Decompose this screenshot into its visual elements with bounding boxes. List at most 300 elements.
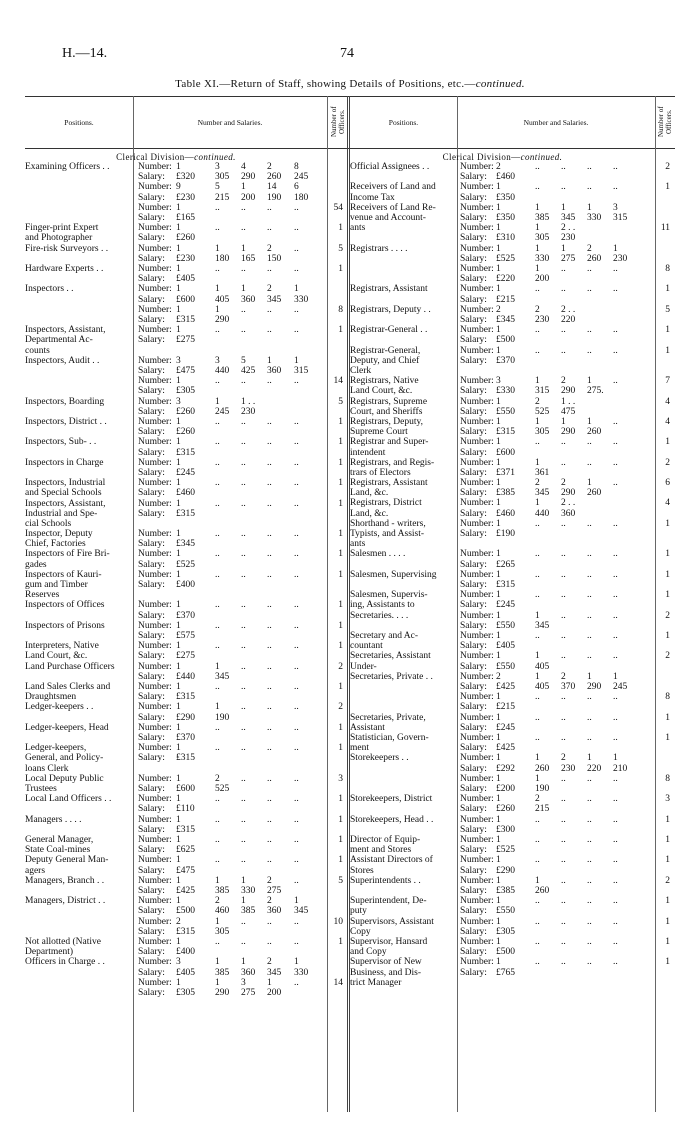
officer-count: 1 bbox=[665, 182, 670, 193]
salary-row bbox=[138, 692, 326, 702]
number-label: Number: bbox=[460, 794, 494, 805]
officer-count: 6 bbox=[665, 478, 670, 489]
position-line: ants bbox=[350, 223, 366, 234]
number-label: Number: bbox=[138, 529, 172, 540]
number-row bbox=[460, 957, 652, 967]
number-value: 2 bbox=[535, 478, 540, 489]
number-label: Number: bbox=[460, 773, 494, 784]
salary-value: £370 bbox=[176, 733, 195, 743]
number-value: .. bbox=[613, 478, 618, 489]
number-value: .. bbox=[613, 814, 618, 825]
salary-value: £200 bbox=[496, 783, 515, 794]
salary-row bbox=[138, 968, 326, 978]
salary-row bbox=[460, 274, 652, 284]
number-value: 2 bbox=[561, 671, 566, 682]
position-name bbox=[25, 835, 131, 855]
salary-label: Salary: bbox=[460, 335, 487, 346]
number-label: Number: bbox=[138, 182, 172, 193]
position-line: Land Purchase Officers bbox=[25, 661, 115, 672]
position-name bbox=[350, 182, 455, 202]
position-line: and Photographer bbox=[25, 233, 93, 244]
table-row bbox=[350, 570, 675, 590]
number-value: .. bbox=[267, 600, 272, 611]
officer-count: 1 bbox=[338, 834, 343, 845]
number-label: Number: bbox=[138, 416, 172, 427]
number-label: Number: bbox=[460, 590, 494, 601]
number-salary-block bbox=[138, 284, 326, 325]
number-value: 1 bbox=[496, 916, 501, 927]
number-value: 1 bbox=[267, 355, 272, 366]
number-salary-block bbox=[138, 957, 326, 998]
table-row bbox=[350, 713, 675, 733]
number-value: 1 bbox=[535, 416, 540, 427]
number-row bbox=[138, 182, 326, 192]
officer-count: 1 bbox=[338, 457, 343, 468]
officer-count: 1 bbox=[338, 223, 343, 234]
salary-label: Salary: bbox=[460, 233, 487, 244]
number-label: Number: bbox=[460, 325, 494, 336]
position-line: counts bbox=[25, 345, 50, 356]
salary-label: Salary: bbox=[460, 314, 487, 325]
number-label: Number: bbox=[460, 753, 494, 764]
officer-count: 1 bbox=[665, 814, 670, 825]
position-line: General Manager, bbox=[25, 834, 94, 845]
number-value: 1 bbox=[496, 957, 501, 968]
number-value: .. bbox=[613, 590, 618, 601]
number-value: .. bbox=[613, 631, 618, 642]
position-name bbox=[25, 417, 131, 427]
number-salary-block bbox=[138, 529, 326, 549]
number-value: 1 bbox=[215, 243, 220, 254]
number-value: .. bbox=[294, 641, 299, 652]
number-value: .. bbox=[587, 569, 592, 580]
number-value: .. bbox=[613, 916, 618, 927]
number-value: .. bbox=[561, 773, 566, 784]
number-value: 2 bbox=[535, 396, 540, 407]
number-value: .. bbox=[294, 416, 299, 427]
officer-count: 1 bbox=[665, 569, 670, 580]
salary-value: 315 bbox=[294, 365, 309, 376]
table-row bbox=[350, 437, 675, 457]
number-value: 1 bbox=[587, 478, 592, 489]
number-value: 2 . . bbox=[561, 498, 576, 509]
position-name bbox=[25, 600, 131, 610]
number-label: Number: bbox=[138, 263, 172, 274]
number-value: .. bbox=[561, 794, 566, 805]
position-line: Stores bbox=[350, 865, 374, 876]
salary-value: £600 bbox=[176, 783, 195, 794]
number-value: .. bbox=[613, 957, 618, 968]
salary-label: Salary: bbox=[460, 885, 487, 896]
officer-count: 1 bbox=[665, 916, 670, 927]
position-name bbox=[25, 499, 131, 530]
position-line: Registrars, Deputy . . bbox=[350, 304, 431, 315]
number-value: .. bbox=[294, 325, 299, 336]
position-line: Deputy General Man- bbox=[25, 855, 109, 866]
position-line: Deputy, and Chief bbox=[350, 355, 420, 366]
number-value: .. bbox=[294, 223, 299, 234]
salary-label: Salary: bbox=[460, 865, 487, 876]
number-value: .. bbox=[267, 773, 272, 784]
number-value: .. bbox=[241, 936, 246, 947]
salary-value: 525 bbox=[215, 783, 230, 794]
position-line: Land, &c. bbox=[350, 488, 389, 499]
salary-row bbox=[460, 315, 652, 325]
position-name bbox=[350, 835, 455, 855]
salary-label: Salary: bbox=[138, 274, 165, 285]
salary-label: Salary: bbox=[138, 386, 165, 397]
salary-value: 290 bbox=[215, 987, 230, 998]
number-row bbox=[138, 549, 326, 559]
salary-value: £460 bbox=[496, 172, 515, 183]
salary-value: £260 bbox=[176, 233, 195, 244]
salary-row bbox=[138, 580, 326, 590]
number-row bbox=[138, 743, 326, 753]
table-header-rule bbox=[25, 148, 675, 149]
number-value: .. bbox=[535, 549, 540, 560]
salary-label: Salary: bbox=[460, 447, 487, 458]
position-name bbox=[350, 437, 455, 457]
salary-value: 385 bbox=[215, 967, 230, 978]
number-salary-block bbox=[138, 397, 326, 417]
salary-value: £315 bbox=[176, 926, 195, 937]
number-salary-block bbox=[460, 631, 652, 651]
number-value: .. bbox=[613, 325, 618, 336]
number-salary-block bbox=[138, 702, 326, 722]
number-label: Number: bbox=[460, 733, 494, 743]
salary-value: £290 bbox=[176, 712, 195, 723]
salary-value: 305 bbox=[215, 926, 230, 937]
table-row bbox=[25, 437, 347, 457]
salary-row bbox=[138, 906, 326, 916]
number-value: 2 bbox=[215, 896, 220, 907]
number-value: .. bbox=[294, 794, 299, 805]
number-value: .. bbox=[294, 855, 299, 866]
table-row bbox=[350, 672, 675, 713]
number-salary-block bbox=[138, 223, 326, 243]
officer-count: 2 bbox=[665, 651, 670, 662]
salary-label: Salary: bbox=[138, 580, 165, 591]
position-name bbox=[25, 458, 131, 468]
salary-row bbox=[460, 172, 652, 182]
number-salary-block bbox=[138, 244, 326, 264]
number-label: Number: bbox=[138, 325, 172, 336]
number-value: 1 bbox=[535, 243, 540, 254]
salary-value: 230 bbox=[535, 314, 550, 325]
salary-value: 245 bbox=[613, 682, 628, 692]
number-label: Number: bbox=[460, 223, 494, 234]
salary-label: Salary: bbox=[460, 488, 487, 499]
number-value: .. bbox=[587, 263, 592, 274]
number-value: .. bbox=[241, 376, 246, 387]
number-value: 1 bbox=[496, 631, 501, 642]
salary-value: £165 bbox=[176, 212, 195, 223]
salary-value: 385 bbox=[215, 885, 230, 896]
salary-label: Salary: bbox=[138, 508, 165, 519]
salary-value: £292 bbox=[496, 763, 515, 774]
salary-value: £600 bbox=[496, 447, 515, 458]
number-value: 2 bbox=[535, 794, 540, 805]
number-value: .. bbox=[215, 437, 220, 448]
salary-label: Salary: bbox=[460, 212, 487, 223]
table-row bbox=[25, 600, 347, 620]
salary-value: 245 bbox=[294, 172, 309, 183]
number-label: Number: bbox=[138, 437, 172, 448]
salary-row bbox=[138, 254, 326, 264]
number-label: Number: bbox=[460, 834, 494, 845]
officer-count: 1 bbox=[338, 641, 343, 652]
salary-value: £245 bbox=[496, 600, 515, 611]
salary-row bbox=[460, 509, 652, 519]
position-line: Industrial and Spe- bbox=[25, 508, 98, 519]
officer-count: 1 bbox=[338, 722, 343, 733]
salary-row bbox=[138, 386, 326, 396]
number-value: .. bbox=[561, 569, 566, 580]
number-value: .. bbox=[215, 641, 220, 652]
number-salary-block bbox=[460, 182, 652, 202]
position-line: Departmental Ac- bbox=[25, 335, 93, 346]
number-row bbox=[460, 651, 652, 661]
number-value: 1 bbox=[176, 834, 181, 845]
number-value: 1 bbox=[176, 855, 181, 866]
number-value: .. bbox=[215, 376, 220, 387]
position-line: Superintendents . . bbox=[350, 875, 421, 886]
salary-label: Salary: bbox=[138, 865, 165, 876]
salary-value: £315 bbox=[176, 447, 195, 458]
number-row bbox=[138, 774, 326, 784]
position-name bbox=[350, 305, 455, 315]
officer-count: 2 bbox=[665, 457, 670, 468]
number-value: .. bbox=[613, 263, 618, 274]
salary-value: 215 bbox=[535, 804, 550, 815]
salary-value: 345 bbox=[267, 294, 282, 305]
salary-label: Salary: bbox=[460, 620, 487, 631]
salary-value: 525 bbox=[535, 406, 550, 417]
table-row bbox=[25, 835, 347, 855]
salary-value: 440 bbox=[535, 508, 550, 519]
number-salary-block bbox=[138, 743, 326, 763]
salary-value: £550 bbox=[496, 661, 515, 672]
position-line: Chief, Factories bbox=[25, 539, 86, 550]
table-row bbox=[25, 223, 347, 243]
number-value: 1 bbox=[496, 814, 501, 825]
position-line: ing, Assistants to bbox=[350, 600, 415, 611]
number-value: 1 bbox=[496, 875, 501, 886]
number-row bbox=[460, 346, 652, 356]
salary-value: £245 bbox=[176, 467, 195, 478]
salary-value: £600 bbox=[176, 294, 195, 305]
position-line: Inspectors in Charge bbox=[25, 457, 104, 468]
number-value: .. bbox=[215, 814, 220, 825]
salary-row bbox=[138, 927, 326, 937]
table-row bbox=[350, 284, 675, 304]
number-value: 4 bbox=[241, 162, 246, 172]
officer-count: 1 bbox=[338, 855, 343, 866]
number-row bbox=[460, 937, 652, 947]
salary-label: Salary: bbox=[460, 192, 487, 203]
salary-label: Salary: bbox=[460, 682, 487, 692]
salary-value: £425 bbox=[496, 682, 515, 692]
table-row bbox=[350, 590, 675, 610]
position-line: Assistant bbox=[350, 722, 385, 733]
number-value: .. bbox=[267, 325, 272, 336]
table-row bbox=[350, 733, 675, 753]
salary-row bbox=[138, 631, 326, 641]
salary-label: Salary: bbox=[460, 783, 487, 794]
number-value: .. bbox=[613, 345, 618, 356]
number-value: 1 bbox=[176, 600, 181, 611]
number-value: 1 bbox=[176, 498, 181, 509]
position-line: Statistician, Govern- bbox=[350, 733, 429, 743]
officer-count: 1 bbox=[338, 529, 343, 540]
position-line: Secretaries. . . . bbox=[350, 610, 409, 621]
number-value: .. bbox=[561, 284, 566, 295]
number-row bbox=[138, 203, 326, 213]
position-name bbox=[25, 815, 131, 825]
officer-count: 1 bbox=[338, 600, 343, 611]
number-value: .. bbox=[587, 957, 592, 968]
salary-value: 385 bbox=[241, 906, 256, 917]
salary-value: £220 bbox=[496, 274, 515, 285]
number-row bbox=[138, 397, 326, 407]
number-salary-block bbox=[460, 876, 652, 896]
officer-count: 1 bbox=[338, 325, 343, 336]
position-name bbox=[25, 549, 131, 569]
salary-label: Salary: bbox=[138, 447, 165, 458]
number-value: .. bbox=[241, 457, 246, 468]
number-value: .. bbox=[587, 457, 592, 468]
number-value: .. bbox=[267, 834, 272, 845]
salary-value: £500 bbox=[176, 906, 195, 917]
section-left-suffix: continued. bbox=[194, 152, 236, 162]
number-label: Number: bbox=[138, 794, 172, 805]
position-name bbox=[350, 855, 455, 875]
number-value: 1 bbox=[561, 416, 566, 427]
number-value: .. bbox=[267, 682, 272, 693]
position-line: Ledger-keepers, bbox=[25, 743, 87, 754]
number-value: .. bbox=[241, 325, 246, 336]
salary-value: £500 bbox=[496, 335, 515, 346]
number-value: .. bbox=[613, 376, 618, 387]
salary-row bbox=[460, 529, 652, 539]
number-value: .. bbox=[561, 162, 566, 172]
number-value: .. bbox=[241, 600, 246, 611]
number-value: 2 bbox=[561, 478, 566, 489]
salary-value: 475 bbox=[561, 406, 576, 417]
salary-value: £315 bbox=[496, 427, 515, 438]
number-value: .. bbox=[215, 620, 220, 631]
salary-label: Salary: bbox=[138, 539, 165, 550]
number-value: .. bbox=[613, 518, 618, 529]
salary-label: Salary: bbox=[460, 824, 487, 835]
salary-row bbox=[138, 315, 326, 325]
number-value: .. bbox=[587, 345, 592, 356]
number-salary-block bbox=[460, 570, 652, 590]
salary-row bbox=[460, 825, 652, 835]
salary-value: 425 bbox=[241, 365, 256, 376]
position-line: Inspectors, Industrial bbox=[25, 478, 106, 489]
number-value: .. bbox=[561, 855, 566, 866]
number-value: 1 bbox=[587, 202, 592, 213]
number-value: 2 bbox=[215, 773, 220, 784]
salary-row bbox=[138, 611, 326, 621]
number-value: .. bbox=[535, 518, 540, 529]
number-value: 1 bbox=[294, 284, 299, 295]
number-value: .. bbox=[613, 936, 618, 947]
number-row bbox=[138, 478, 326, 488]
salary-value: 245 bbox=[215, 406, 230, 417]
position-line: Shorthand - writers, bbox=[350, 518, 426, 529]
number-value: .. bbox=[241, 478, 246, 489]
header-number-salaries-left: Number and Salaries. bbox=[197, 117, 263, 127]
salary-value: 360 bbox=[267, 365, 282, 376]
salary-label: Salary: bbox=[138, 987, 165, 998]
position-name bbox=[350, 376, 455, 396]
header-officers-left: Number of Officers. bbox=[330, 106, 346, 138]
number-salary-block bbox=[138, 835, 326, 855]
salary-value: 345 bbox=[535, 488, 550, 499]
position-line: Supervisors, Assistant bbox=[350, 916, 434, 927]
number-salary-block bbox=[138, 774, 326, 794]
table-row bbox=[25, 723, 347, 743]
number-value: .. bbox=[267, 936, 272, 947]
position-name bbox=[350, 458, 455, 478]
position-name bbox=[25, 855, 131, 875]
salary-value: 260 bbox=[267, 172, 282, 183]
position-line: Salesmen, Supervis- bbox=[350, 590, 428, 601]
position-name bbox=[25, 325, 131, 356]
salary-row bbox=[138, 988, 326, 998]
officer-count: 5 bbox=[338, 396, 343, 407]
number-value: .. bbox=[241, 794, 246, 805]
position-line: Salesmen, Supervising bbox=[350, 569, 437, 580]
salary-row bbox=[460, 193, 652, 203]
salary-value: £345 bbox=[496, 314, 515, 325]
salary-value: 405 bbox=[535, 682, 550, 692]
number-value: .. bbox=[535, 284, 540, 295]
right-entries bbox=[350, 162, 675, 988]
position-name bbox=[350, 815, 455, 825]
number-row bbox=[138, 896, 326, 906]
table-row bbox=[25, 264, 347, 284]
number-value: .. bbox=[267, 529, 272, 540]
number-row bbox=[460, 284, 652, 294]
number-value: .. bbox=[241, 814, 246, 825]
number-salary-block bbox=[138, 417, 326, 437]
number-value: 1 bbox=[241, 243, 246, 254]
number-value: .. bbox=[613, 712, 618, 723]
number-label: Number: bbox=[460, 610, 494, 621]
number-label: Number: bbox=[460, 202, 494, 213]
table-row bbox=[25, 937, 347, 957]
salary-value: £440 bbox=[176, 671, 195, 682]
table-row bbox=[25, 743, 347, 774]
number-value: .. bbox=[561, 590, 566, 601]
salary-row bbox=[460, 335, 652, 345]
salary-value: 260 bbox=[535, 885, 550, 896]
officer-count: 1 bbox=[338, 549, 343, 560]
salary-label: Salary: bbox=[138, 172, 165, 183]
position-line: Fire-risk Surveyors . . bbox=[25, 243, 109, 254]
position-line: gades bbox=[25, 559, 47, 570]
number-value: 1 bbox=[535, 223, 540, 234]
salary-row bbox=[460, 886, 652, 896]
salary-row bbox=[138, 753, 326, 763]
salary-value: 290 bbox=[241, 172, 256, 183]
number-value: 1 bbox=[215, 977, 220, 988]
number-label: Number: bbox=[138, 834, 172, 845]
position-line: Registrars . . . . bbox=[350, 243, 408, 254]
